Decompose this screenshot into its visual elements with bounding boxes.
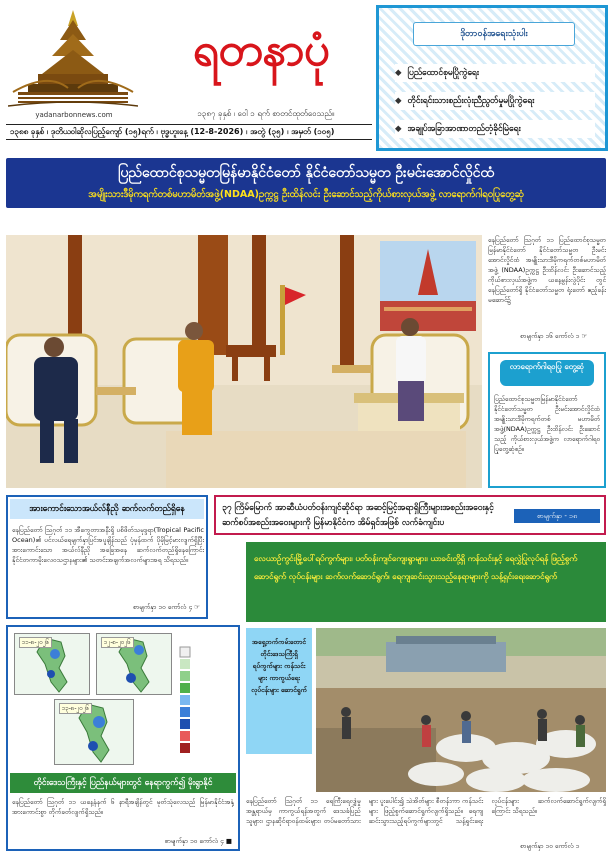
caption-text: ပြည်ထောင်စုသမ္မတမြန်မာနိုင်ငံတော် နိုင်ငံတော်သမ္မတ ဦးမင်းအောင်လှိုင်ထံ အမျိုးသားဒီမိုကရက်တစ် မဟာမိတ် အဖွဲ့(NDAA)ဥက္ကဋ္ဌ ဦးထိန်လင်း ဦးဆောင်သည့် ကိုယ်စားလှယ်အဖွဲ့က လာရောက်ဂါရဝပြုတွေ့ဆုံစဉ်။ <box>494 395 600 453</box>
issue-line: ၁၃၈၈ ခုနှစ် ၊ ဒုတိယဝါဆိုလပြည့်ကျော် (၁၅)ရက် ၊ ဗုဒ္ဓဟူးနေ့ (12-8-2026) ၊ အတွဲ (၃၅) ၊ အမှတ် (၁၀၅) <box>6 124 372 140</box>
flood-side-box <box>246 628 312 754</box>
diamond-icon: ◆ <box>395 68 402 78</box>
newspaper-brand: ရတနာပုံ <box>192 22 330 76</box>
slogan-box <box>376 5 608 151</box>
lead-subheadline[interactable]: အမျိုးသားဒီမိုကရက်တစ်မဟာမိတ်အဖွဲ့(NDAA)ဥက္ကဋ္ဌ ဦးထိန်လင်း ဦးဆောင်သည့်ကိုယ်စားလှယ်အဖွဲ့ လာရောက်ဂါရဝပြုတွေ့ဆုံ <box>88 189 524 200</box>
asean-headline: ၃၇ ကြိမ်မြောက် အာဆီယံပတ်ဝန်းကျင်ဆိုင်ရာ အဆင့်မြင့်အရာရှိကြီးများအစည်းအဝေးနှင့် ဆက်စပ်အစည်းအဝေးများကို မြန်မာနိုင်ငံက အိမ်ရှင်အဖြစ် လက်ခံကျင်းပ <box>222 503 494 528</box>
flood-caption: နေပြည်တော် ဩဂုတ် ၁၁ ရေကြီးရေလျှံမှုအန္တရာယ်မှ ကာကွယ်ရန်အတွက် ဒေသခံပြည်သူများ၊ ဌာနဆိုင်ရာဝန်ထမ်းများ၊ တပ်မတော်သားများ ပူးပေါင်း၍ သဲအိတ်များ စီတန်းကာ ကန်သင်းများ ဖြည့်စွက်ဆောင်ရွက်လျက်ရှိသည်။ ရေကျဆင်းသွားသည့်ရပ်ကွက်များတွင် သန့်ရှင်းရေးလုပ်ငန်းများ ဆက်လက်ဆောင်ရွက်လျက်ရှိကြောင်း သိရသည်။ <box>246 797 606 825</box>
map-date-label: ၁၂-၈-၂၀၂၆ <box>101 637 134 648</box>
page-ref-tag[interactable]: စာမျက်နှာ - ၁၈ <box>514 509 600 523</box>
asean-headline-box[interactable] <box>214 495 606 535</box>
founding-date: ၁၃၈၇ ခုနှစ် ၊ ဝေါ ၁ ရက် စာတင်ထုတ်ဝေသည်။ <box>197 109 335 118</box>
lead-photo[interactable] <box>6 235 482 488</box>
slogan-text: ပြည်ထောင်စုမပြိုကွဲရေး <box>407 68 479 78</box>
forecast-map <box>54 699 134 765</box>
rain-forecast-text: နေပြည်တော် ဩဂုတ် ၁၁ ယနေ့နံနက် ၆ နာရီအချိန်တွင် မုတ်သုံလေသည် မြန်မာနိုင်ငံအနှံ့ အားကောင်းစွာ တိုက်ခတ်လျက်ရှိသည်။ <box>12 798 234 816</box>
rain-legend <box>176 645 226 757</box>
flood-headline: လေယာဉ်ကွင်းမြို့ပေါ်ရပ်ကွက်များ၊ ပတ်ဝန်းကျင်ကျေးရွာများ၊ ယာခင်းတို့ရှိ ကန်သင်းနှင့် ရေလွှဲပြုလုပ်ရန် ဖြည့်စွက်ဆောင်ရွက် လုပ်ငန်းများ ဆက်လက်ဆောင်ရွက်၊ ရေကျဆင်းသွားသည့်နေရာများကို သန့်ရှင်းရေးဆောင်ရွက် <box>254 554 578 581</box>
lead-headline[interactable]: ပြည်ထောင်စုသမ္မတမြန်မာနိုင်ငံတော် နိုင်ငံတော်သမ္မတ ဦးမင်းအောင်လှိုင်ထံ <box>118 165 494 181</box>
el-nino-text: နေပြည်တော် ဩဂုတ် ၁၁ အီကွေတာအနီးရှိ ပစိဖိတ်သမုဒ္ဒရာ(Tropical Pacific Ocean)၏ ပင်လယ်ရေမျက်နှာပြင်အပူချိန်သည် ပုံမှန်ထက် ပိုမိုမြင့်မားလျက်ရှိပြီး အားကောင်းသော အယ်လ်နီညို အခြေအနေ ဆက်လက်တည်ရှိနေကြောင်း နိုင်ငံတကာမိုးလေဝသဌာနများ၏ သတင်းအချက်အလက်များအရ သိရသည်။ <box>12 526 204 564</box>
slogan-title: ဒိုတာဝန်အရေးသုံးပါး <box>413 22 575 46</box>
forecast-map <box>96 633 172 695</box>
map-date-label: ၁၃-၈-၂၀၂၆ <box>59 703 92 714</box>
forecast-map <box>14 633 90 695</box>
slogan-item <box>395 92 595 110</box>
slogan-text: အချုပ်အခြာအာဏာတည်တံ့ခိုင်မြဲရေး <box>407 124 521 134</box>
rain-forecast-title[interactable]: တိုင်းဒေသကြီးနှင့် ပြည်နယ်များတွင် နေရာကွက်၍ မိုးရွာနိုင် <box>10 773 236 793</box>
diamond-icon: ◆ <box>395 124 402 134</box>
lead-story-text: နေပြည်တော် ဩဂုတ် ၁၁ ပြည်ထောင်စုသမ္မတမြန်မာနိုင်ငံတော် နိုင်ငံတော်သမ္မတ ဦးမင်းအောင်လှိုင်ထံ အမျိုးသားဒီမိုကရက်တစ်မဟာမိတ်အဖွဲ့ (NDAA)ဥက္ကဋ္ဌ ဦးထိန်လင်း ဦးဆောင်သည့် ကိုယ်စားလှယ်အဖွဲ့က ယနေ့မွန်းလွဲပိုင်း တွင် နေပြည်တော်ရှိ နိုင်ငံတော်သမ္မတ ရုံးတော် ဧည့်ခန်းမဆောင်၌ <box>488 236 606 304</box>
slogan-text: တိုင်းရင်းသားစည်းလုံးညီညွတ်မှုမပြိုကွဲရေး <box>407 96 535 106</box>
slogan-item <box>395 120 595 138</box>
rain-forecast-box <box>6 625 240 851</box>
flood-photo[interactable] <box>316 628 606 792</box>
caption-title: လာရောက်ဂါရဝပြု တွေ့ဆုံ <box>500 360 594 386</box>
golden-palace-logo <box>8 6 138 118</box>
flood-continued[interactable]: စာမျက်နှာ ၁၀ ကော်လံ ၁ <box>520 842 580 850</box>
flood-headline-banner[interactable] <box>246 542 606 622</box>
photo-caption-box <box>488 352 606 488</box>
map-date-label: ၁၁-၈-၂၀၂၆ <box>19 637 52 648</box>
el-nino-continued[interactable]: စာမျက်နှာ ၁၀ ကော်လံ ၄ ☞ <box>132 603 200 611</box>
el-nino-title[interactable]: အားကောင်းသောအယ်လ်နီညို ဆက်လက်တည်ရှိနေ <box>10 499 204 519</box>
el-nino-story <box>6 495 208 619</box>
rain-forecast-continued[interactable]: စာမျက်နှာ ၁၀ ကော်လံ ၄ ■ <box>164 837 232 845</box>
lead-continued[interactable]: စာမျက်နှာ ၁၆ ကော်လံ ၁ ☞ <box>520 332 588 340</box>
website-url[interactable]: yadanarbonnews.com <box>35 111 113 119</box>
slogan-item <box>395 64 595 82</box>
flood-side-text: အရှေ့ဘက်ကမ်းတောင် တိုင်းဒေသကြီးရှိ ရပ်ကွက်များ ကန်သင်းများ ကာကွယ်ရေး လုပ်ငန်းများ ဆောင်ရွက် <box>251 638 307 694</box>
diamond-icon: ◆ <box>395 96 402 106</box>
